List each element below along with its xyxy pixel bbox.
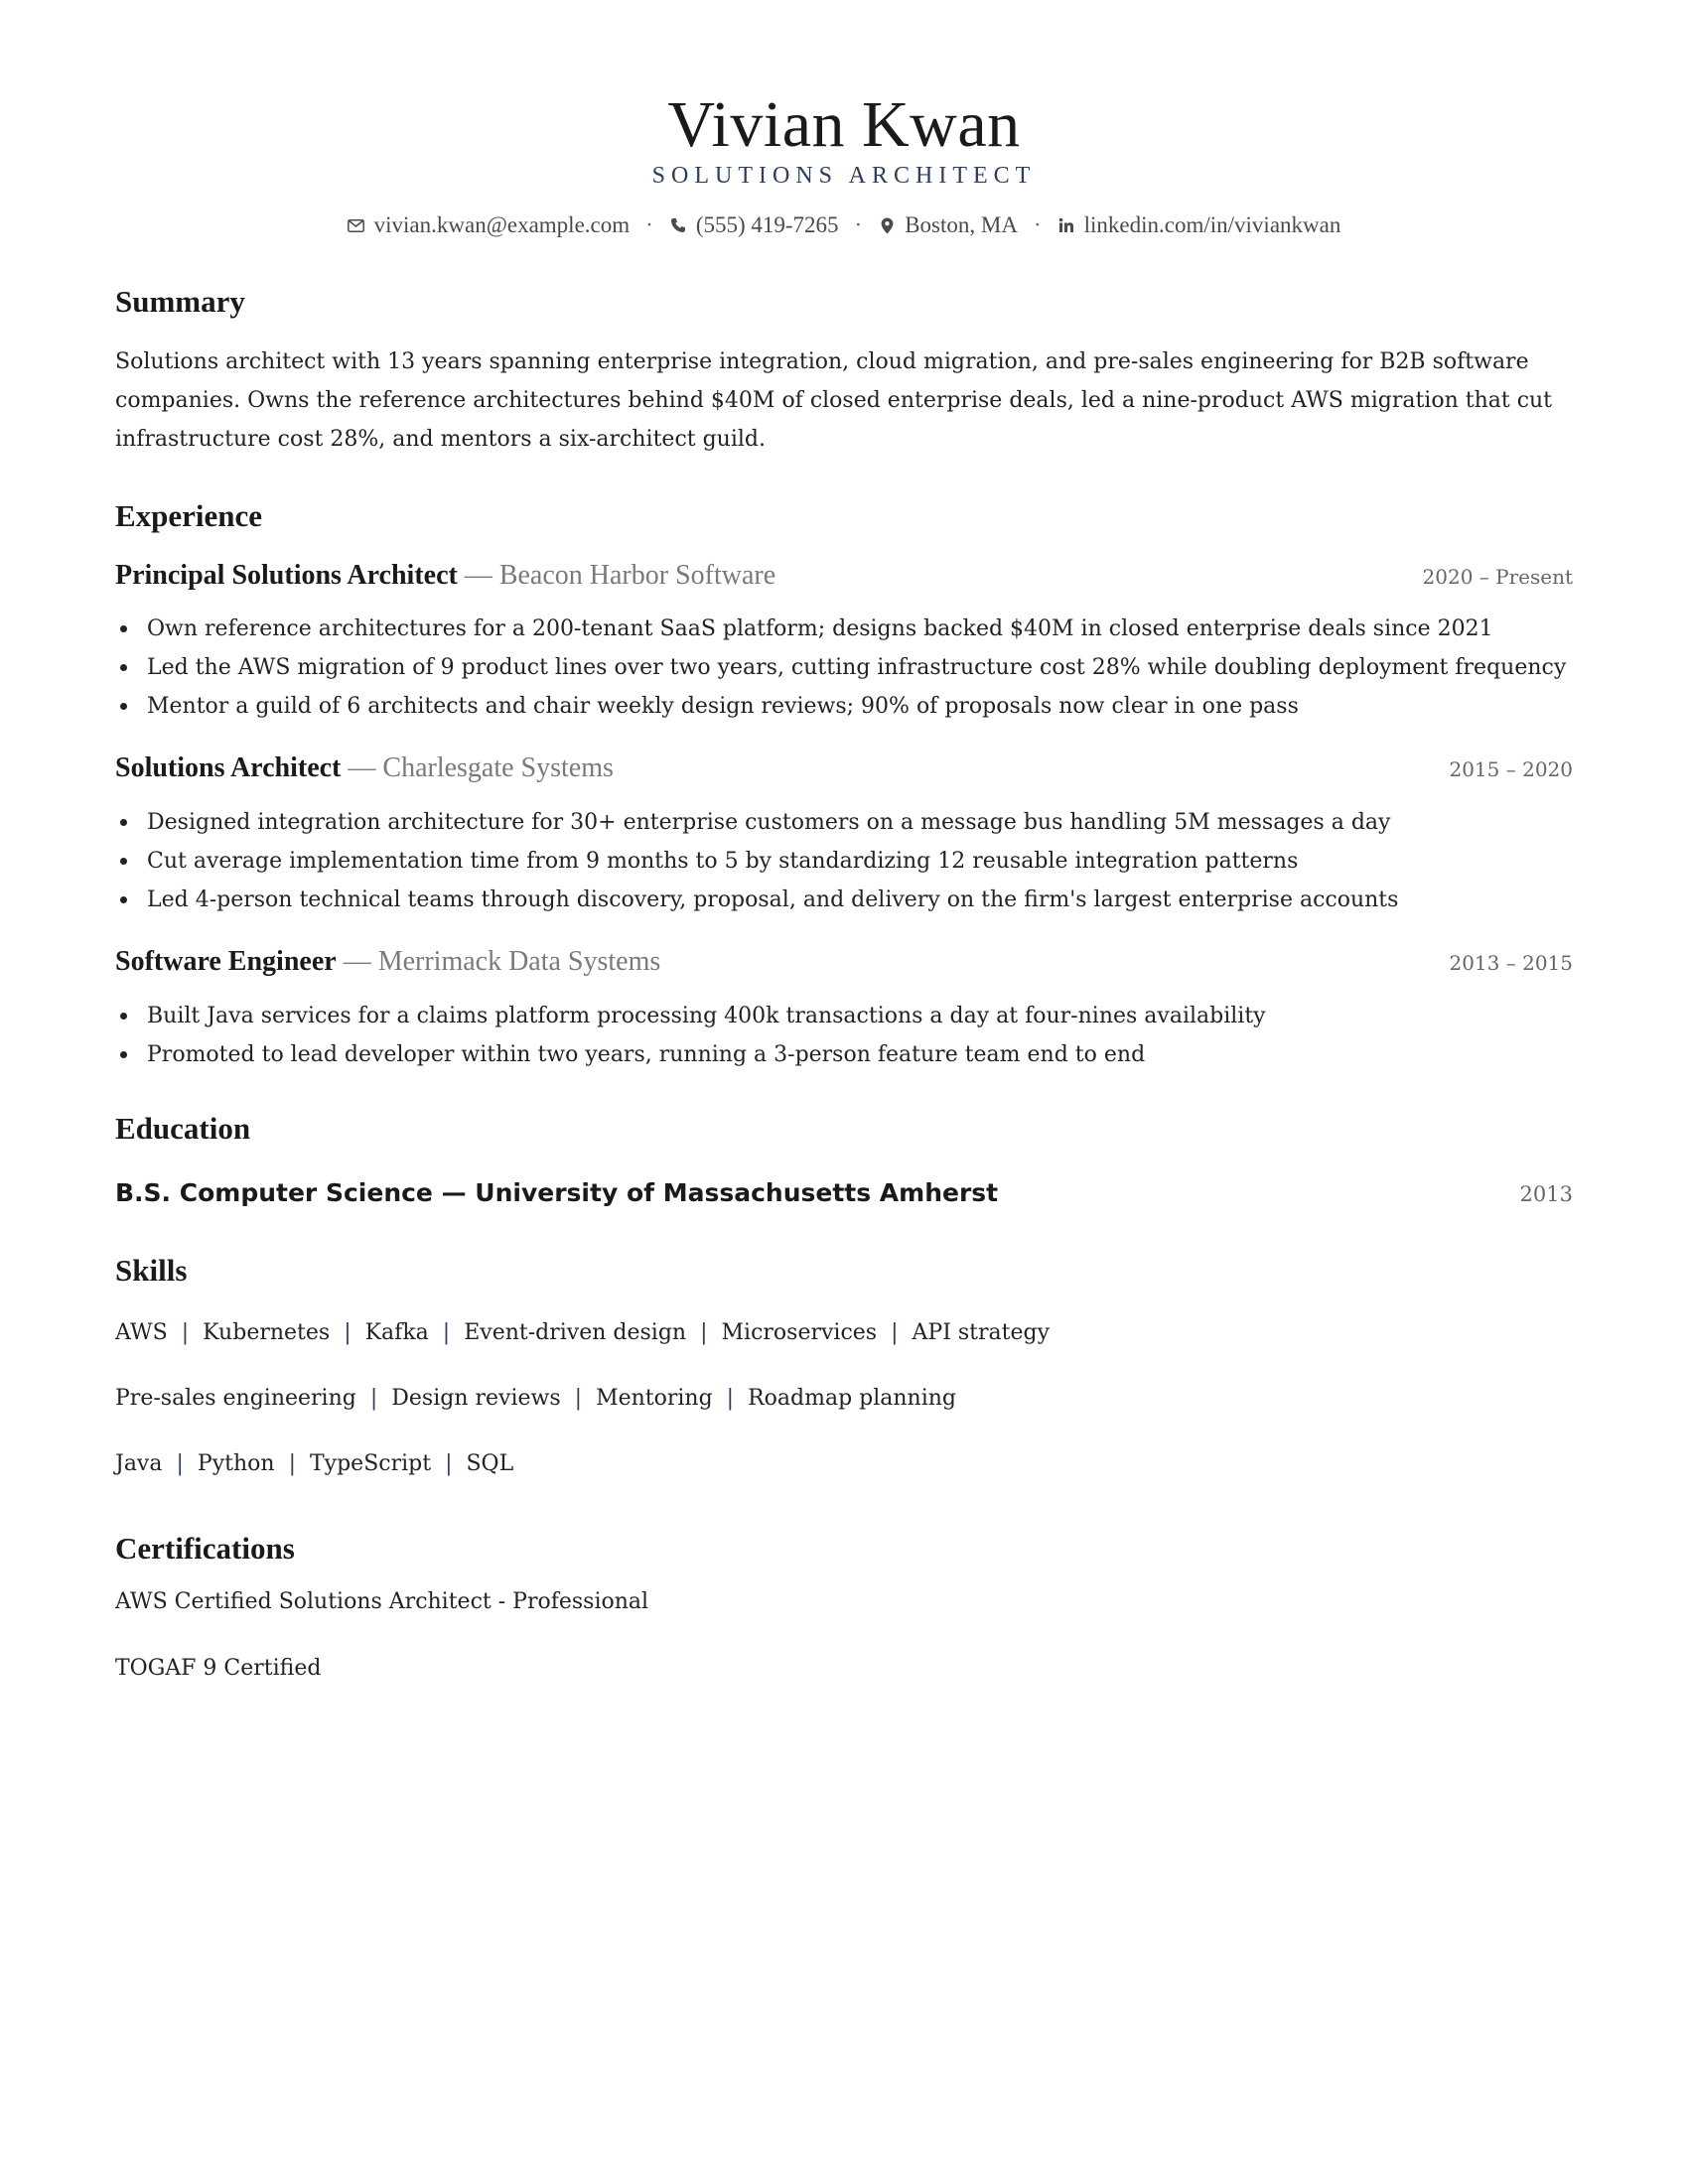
contact-line	[115, 212, 1573, 238]
summary-text	[115, 342, 1573, 459]
summary-line: infrastructure cost 28%, and mentors a six-architect guild.	[115, 427, 766, 452]
skill-tag: Python	[197, 1451, 275, 1476]
skill-separator: |	[574, 1386, 583, 1411]
job-title: SOLUTIONS ARCHITECT	[651, 163, 1037, 189]
skill-tag: Mentoring	[596, 1386, 713, 1411]
section-heading-education: Education	[115, 1111, 251, 1146]
job-role: Principal Solutions Architect	[115, 560, 458, 591]
job-dates: 2015 – 2020	[1449, 757, 1573, 781]
skill-tag: TypeScript	[309, 1451, 432, 1476]
contact-location	[878, 212, 1018, 238]
skills-line	[115, 1320, 1050, 1345]
skill-separator: |	[442, 1320, 451, 1345]
skill-tag: Java	[115, 1451, 163, 1476]
graduation-year: 2013	[1519, 1182, 1573, 1206]
skill-tag: Event-driven design	[464, 1320, 687, 1345]
skills-line	[115, 1451, 513, 1476]
section-heading-skills: Skills	[115, 1253, 188, 1288]
skill-separator: |	[700, 1320, 708, 1345]
job-header	[115, 752, 1573, 788]
mail-icon	[348, 216, 365, 234]
contact-separator: ·	[645, 212, 653, 237]
phone-icon	[669, 216, 687, 234]
job-bullets	[115, 997, 1573, 1074]
skill-separator: |	[445, 1451, 453, 1476]
skill-separator: |	[369, 1386, 378, 1411]
education-entry	[115, 1178, 1573, 1207]
section-heading-experience: Experience	[115, 498, 263, 533]
list-item: Led the AWS migration of 9 product lines over two years, cutting infrastructure cost 28% while doubling deployment frequency	[147, 648, 1573, 687]
job-dates: 2020 – Present	[1422, 565, 1573, 589]
skill-separator: |	[181, 1320, 190, 1345]
job-header	[115, 946, 1573, 982]
certification-item: TOGAF 9 Certified	[115, 1656, 322, 1681]
skill-tag: Roadmap planning	[748, 1386, 957, 1411]
location-pin-icon	[878, 216, 896, 234]
list-item: Promoted to lead developer within two years, running a 3-person feature team end to end	[147, 1035, 1573, 1074]
contact-email[interactable]	[348, 212, 631, 238]
skills-line	[115, 1386, 956, 1411]
linkedin-icon	[1057, 216, 1075, 234]
job-company: — Beacon Harbor Software	[457, 560, 776, 591]
skill-tag: Kubernetes	[203, 1320, 331, 1345]
list-item: Led 4-person technical teams through discovery, proposal, and delivery on the firm's largest enterprise accounts	[147, 881, 1573, 919]
phone-text: (555) 419-7265	[695, 212, 839, 237]
job-role: Solutions Architect	[115, 752, 342, 783]
candidate-name: Vivian Kwan	[667, 88, 1021, 161]
skill-separator: |	[726, 1386, 735, 1411]
list-item: Mentor a guild of 6 architects and chair weekly design reviews; 90% of proposals now clear in one pass	[147, 687, 1573, 726]
location-text: Boston, MA	[905, 212, 1018, 237]
linkedin-text: linkedin.com/in/viviankwan	[1083, 212, 1341, 237]
skill-tag: SQL	[466, 1451, 514, 1476]
list-item: Cut average implementation time from 9 months to 5 by standardizing 12 reusable integration patterns	[147, 842, 1573, 881]
certification-item: AWS Certified Solutions Architect - Professional	[115, 1589, 649, 1614]
summary-line: companies. Owns the reference architectures behind $40M of closed enterprise deals, led a nine-product AWS migration that cut	[115, 388, 1553, 413]
contact-separator: ·	[1033, 212, 1042, 237]
skill-tag: Kafka	[364, 1320, 429, 1345]
contact-phone[interactable]	[669, 212, 839, 238]
email-text: vivian.kwan@example.com	[373, 212, 631, 237]
skill-tag: Pre-sales engineering	[115, 1386, 356, 1411]
skill-separator: |	[891, 1320, 899, 1345]
job-role: Software Engineer	[115, 946, 337, 977]
contact-separator: ·	[854, 212, 863, 237]
summary-line: Solutions architect with 13 years spanning enterprise integration, cloud migration, and pre-sales engineering for B2B software	[115, 349, 1529, 374]
skill-separator: |	[288, 1451, 296, 1476]
skill-tag: AWS	[115, 1320, 168, 1345]
job-dates: 2013 – 2015	[1449, 951, 1573, 975]
job-company: — Charlesgate Systems	[341, 752, 614, 783]
skill-separator: |	[176, 1451, 184, 1476]
list-item: Designed integration architecture for 30+ enterprise customers on a message bus handling 5M messages a day	[147, 803, 1573, 842]
skill-tag: Microservices	[721, 1320, 878, 1345]
section-heading-summary: Summary	[115, 284, 245, 319]
job-company: — Merrimack Data Systems	[336, 946, 661, 977]
skill-tag: API strategy	[912, 1320, 1051, 1345]
degree: B.S. Computer Science — University of Massachusetts Amherst	[115, 1178, 999, 1207]
section-heading-certifications: Certifications	[115, 1531, 295, 1566]
skill-separator: |	[344, 1320, 352, 1345]
skill-tag: Design reviews	[391, 1386, 561, 1411]
list-item: Own reference architectures for a 200-tenant SaaS platform; designs backed $40M in closed enterprise deals since 2021	[147, 610, 1573, 648]
list-item: Built Java services for a claims platform processing 400k transactions a day at four-nines availability	[147, 997, 1573, 1035]
job-bullets	[115, 803, 1573, 919]
contact-linkedin[interactable]	[1057, 212, 1341, 238]
job-bullets	[115, 610, 1573, 726]
job-header	[115, 560, 1573, 596]
